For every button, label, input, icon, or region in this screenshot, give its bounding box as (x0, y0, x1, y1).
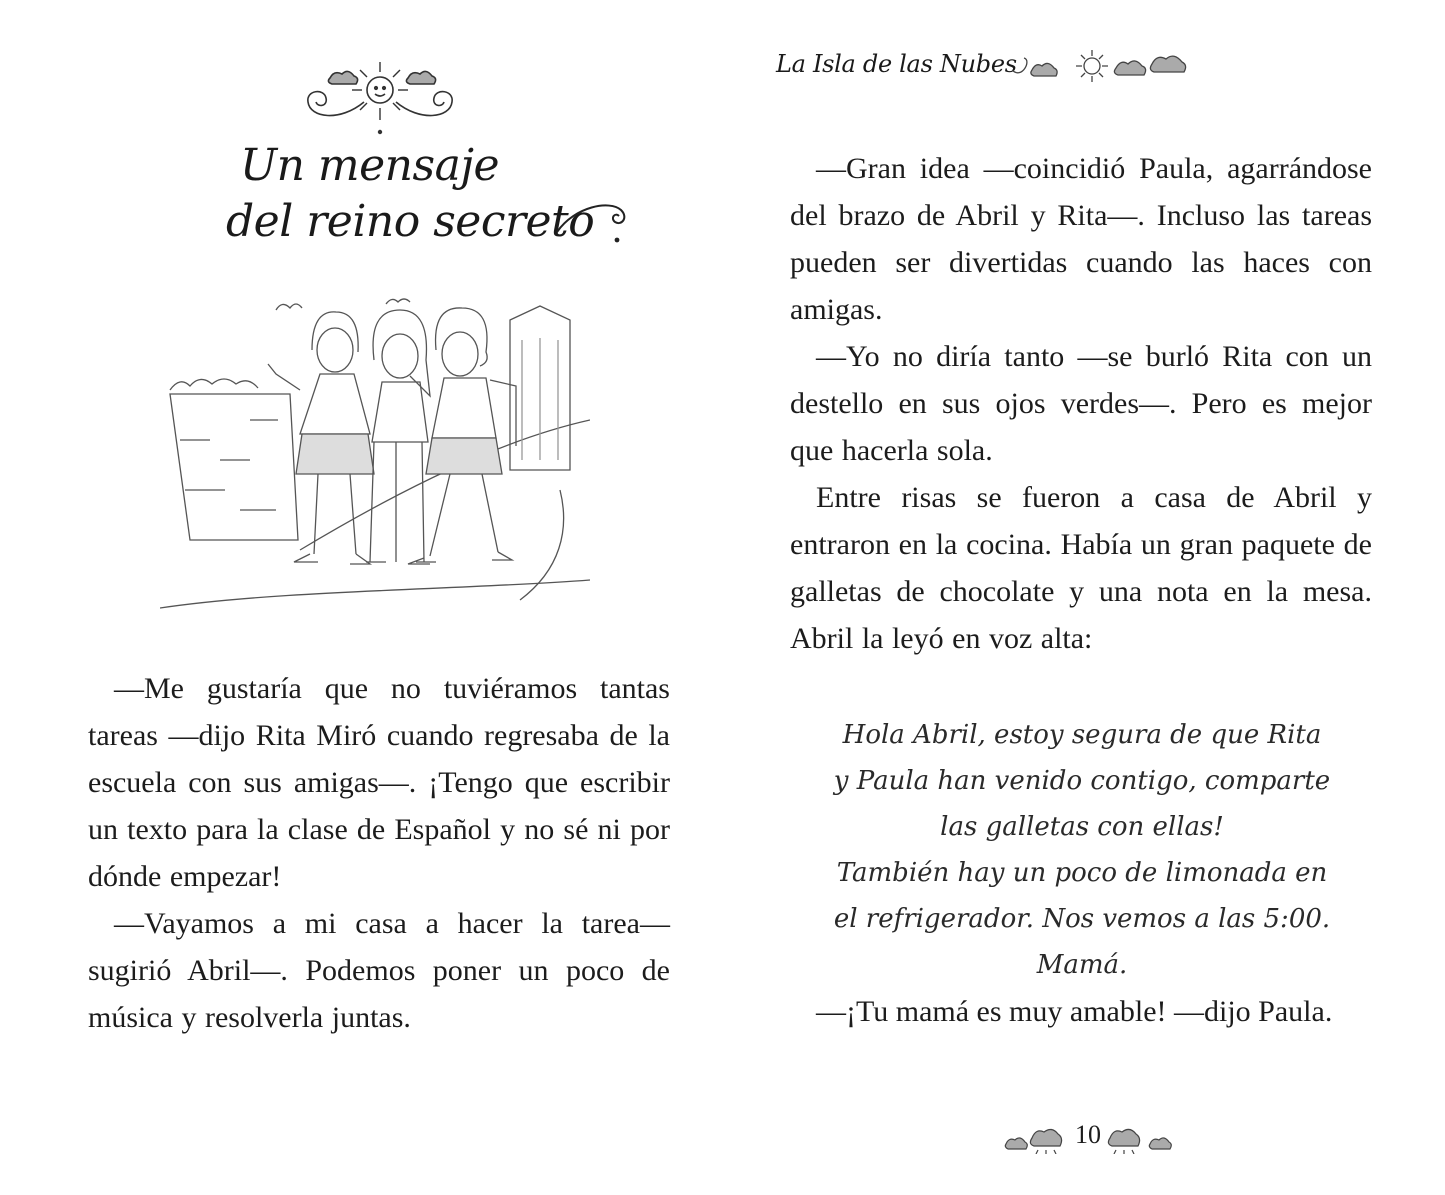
footer-clouds-right-icon (1106, 1118, 1176, 1154)
paragraph: —Vayamos a mi casa a hacer la tarea— sugirió Abril—. Podemos poner un poco de música y resolverla juntas. (88, 907, 670, 1034)
chapter-title-line2: del reino secreto (226, 196, 595, 247)
title-swirl-flourish-icon (555, 196, 635, 246)
paragraph: Entre risas se fueron a casa de Abril y entraron en la cocina. Había un gran paquete de galletas de chocolate y una nota en la mesa. Abril la leyó en voz alta: (790, 481, 1372, 655)
note-line: las galletas con ellas! (940, 812, 1224, 842)
running-header-title: La Isla de las Nubes (776, 50, 1017, 78)
note-signature: Mamá. (1036, 950, 1128, 980)
header-sun-clouds-ornament-icon (1012, 44, 1192, 84)
left-body-text (88, 665, 670, 1041)
right-page (722, 0, 1445, 1195)
paragraph: —Yo no diría tanto —se burló Rita con un destello en sus ojos verdes—. Pero es mejor que hacerla sola. (790, 340, 1372, 467)
handwritten-note (782, 712, 1382, 988)
note-line: También hay un poco de limonada en (836, 858, 1328, 888)
paragraph: —Me gustaría que no tuviéramos tantas tareas —dijo Rita Miró cuando regresaba de la escuela con sus amigas—. ¡Tengo que escribir un texto para la clase de Español y no sé ni por dónde empezar! (88, 672, 670, 893)
left-page (0, 0, 722, 1195)
page-number: 10 (1075, 1120, 1101, 1149)
right-body-text (790, 145, 1372, 662)
note-line: Hola Abril, estoy segura de que Rita (842, 720, 1322, 750)
running-header (776, 50, 1017, 78)
paragraph: —Gran idea —coincidió Paula, agarrándose del brazo de Abril y Rita—. Incluso las tareas pueden ser divertidas cuando las haces con amigas. (790, 152, 1372, 326)
three-girls-walking-illustration (160, 290, 590, 620)
footer-clouds-left-icon (1002, 1118, 1072, 1154)
closing-dialogue: —¡Tu mamá es muy amable! —dijo Paula. (816, 995, 1333, 1028)
sun-clouds-ornament-icon (300, 52, 460, 138)
chapter-title-line1: Un mensaje (240, 140, 499, 191)
note-line: y Paula han venido contigo, comparte (833, 766, 1331, 796)
note-line: el refrigerador. Nos vemos a las 5:00. (833, 904, 1331, 934)
